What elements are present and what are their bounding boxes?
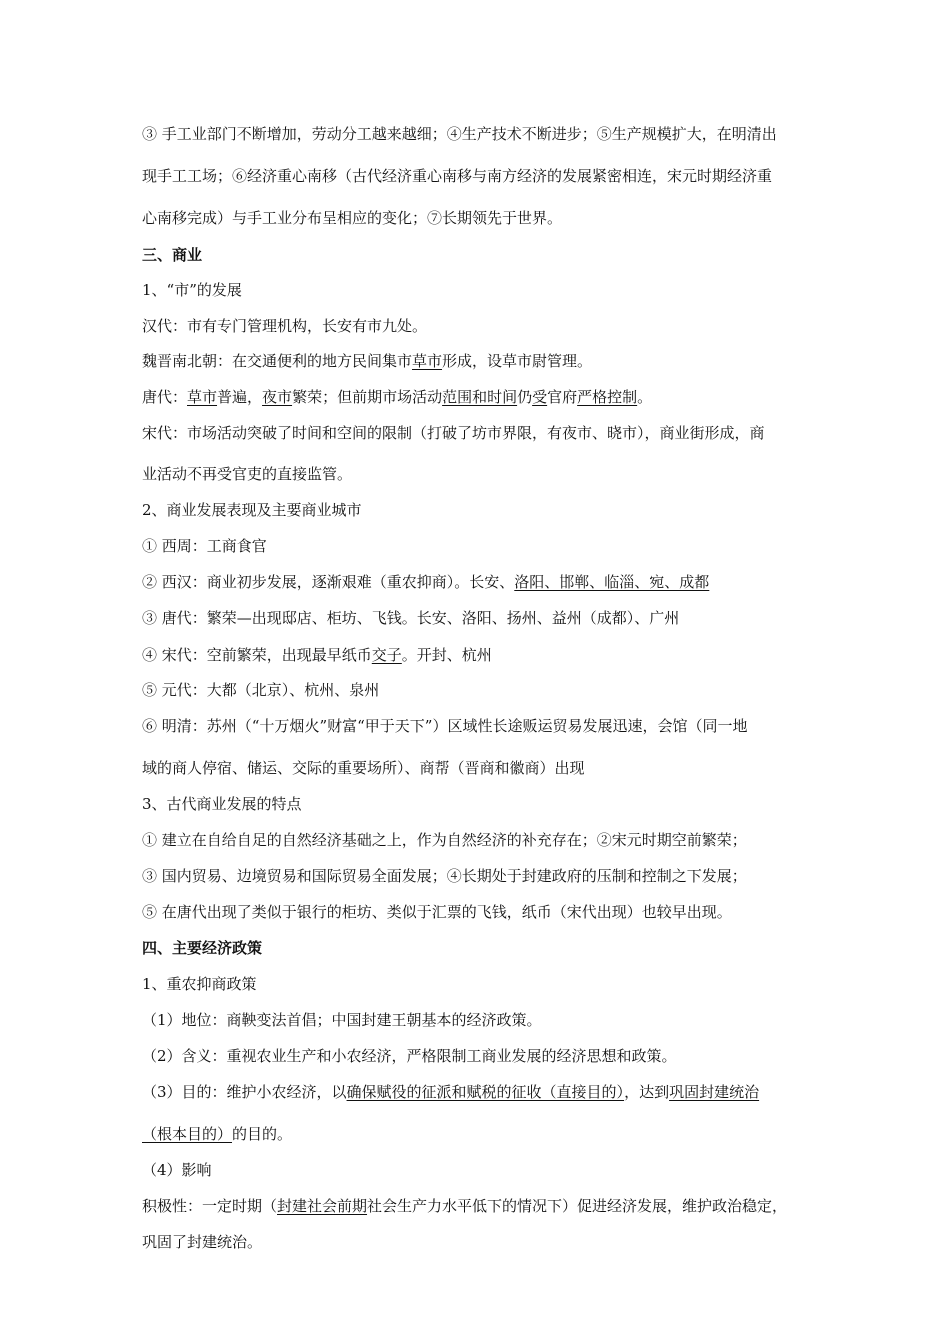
text-segment: 的目的。 [232,1125,293,1143]
underlined-text: （根本目的） [142,1125,233,1143]
text-line [142,1196,787,1216]
text-segment: ④ 宋代：空前繁荣，出现最早纸币 [142,646,372,664]
text-segment: 现手工工场；⑥经济重心南移（古代经济重心南移与南方经济的发展紧密相连，宋元时期经济重 [142,167,773,185]
text-segment: （2）含义：重视农业生产和小农经济，严格限制工商业发展的经济思想和政策。 [142,1047,677,1065]
text-segment: （4）影响 [142,1161,212,1179]
text-line [142,974,257,994]
text-line [142,608,679,628]
text-segment: 汉代：市有专门管理机构，长安有市九处。 [142,317,428,335]
text-segment: 。开封、杭州 [401,646,492,664]
underlined-text: 确保赋役的征派和赋税的征收（直接目的） [346,1083,625,1101]
underlined-text: 封建社会前期 [277,1197,368,1215]
text-line [142,423,765,443]
text-segment: 仍 [517,388,533,406]
text-segment: 积极性：一定时期（ [142,1197,278,1215]
underlined-text: 受 [532,388,548,406]
text-line [142,1010,542,1030]
text-line [142,1046,677,1066]
text-segment: 业活动不再受官吏的直接监管。 [142,465,353,483]
text-line [142,536,267,556]
text-segment: ③ 唐代：繁荣—出现邸店、柜坊、飞钱。长安、洛阳、扬州、益州（成都）、广州 [142,609,680,627]
text-segment: ② 西汉：商业初步发展，逐渐艰难（重农抑商）。长安、 [142,573,515,591]
text-segment: （1）地位：商鞅变法首倡；中国封建王朝基本的经济政策。 [142,1011,542,1029]
text-segment: ③ 国内贸易、边境贸易和国际贸易全面发展；④长期处于封建政府的压制和控制之下发展； [142,867,747,885]
text-line [142,166,772,186]
text-line [142,500,362,520]
text-line [142,124,777,144]
underlined-text: 范围和时间 [442,388,518,406]
text-segment: 3、古代商业发展的特点 [142,795,302,813]
text-line [142,572,709,592]
text-segment: 唐代： [142,388,188,406]
text-line [142,902,732,922]
text-segment: 官府 [547,388,578,406]
text-segment: 2、商业发展表现及主要商业城市 [142,501,362,519]
text-line [142,1232,262,1252]
text-segment: ⑤ 在唐代出现了类似于银行的柜坊、类似于汇票的飞钱，纸币（宋代出现）也较早出现。 [142,903,732,921]
text-segment: ⑥ 明清：苏州（“十万烟火”财富“甲于天下”）区域性长途贩运贸易发展迅速，会馆（同一地 [142,717,748,735]
underlined-text: 巩固封建统治 [669,1083,760,1101]
section-heading: 三、商业 [142,246,203,264]
section-heading: 四、主要经济政策 [142,939,263,957]
text-line [142,645,492,665]
text-segment: ① 西周：工商食官 [142,537,267,555]
text-line [142,1124,292,1144]
text-line [142,245,202,265]
underlined-text: 草市 [187,388,218,406]
text-segment: 1、“市”的发展 [142,281,242,299]
text-line [142,387,652,407]
text-line [142,758,585,778]
text-segment: 。 [637,388,653,406]
text-line [142,830,747,850]
text-segment: ③ 手工业部门不断增加，劳动分工越来越细；④生产技术不断进步；⑤生产规模扩大，在明清出 [142,125,777,143]
underlined-text: 洛阳、邯郸、临淄、宛、成都 [514,573,710,591]
text-segment: 繁荣；但前期市场活动 [292,388,443,406]
text-segment: ① 建立在自给自足的自然经济基础之上，作为自然经济的补充存在；②宋元时期空前繁荣； [142,831,747,849]
text-line [142,938,262,958]
text-segment: （3）目的：维护小农经济，以 [142,1083,347,1101]
text-line [142,280,242,300]
text-line [142,1160,212,1180]
text-line [142,680,379,700]
text-segment: 巩固了封建统治。 [142,1233,263,1251]
text-segment: 形成，设草市尉管理。 [442,352,593,370]
text-segment: 1、重农抑商政策 [142,975,257,993]
text-segment: 魏晋南北朝：在交通便利的地方民间集市 [142,352,413,370]
text-segment: 宋代：市场活动突破了时间和空间的限制（打破了坊市界限，有夜市、晓市），商业街形成，商 [142,424,765,442]
text-segment: 普遍， [217,388,263,406]
text-segment: ⑤ 元代：大都（北京）、杭州、泉州 [142,681,380,699]
underlined-text: 严格控制 [577,388,638,406]
underlined-text: 交子 [371,646,402,664]
text-line [142,716,747,736]
text-line [142,351,592,371]
underlined-text: 草市 [412,352,443,370]
text-segment: 社会生产力水平低下的情况下）促进经济发展，维护政治稳定， [367,1197,788,1215]
text-line [142,208,562,228]
text-segment: 心南移完成）与手工业分布呈相应的变化；⑦长期领先于世界。 [142,209,563,227]
text-line [142,316,427,336]
text-segment: 域的商人停宿、储运、交际的重要场所）、商帮（晋商和徽商）出现 [142,759,585,777]
text-line [142,866,747,886]
text-line [142,794,302,814]
text-line [142,464,352,484]
text-segment: ，达到 [624,1083,670,1101]
text-line [142,1082,759,1102]
underlined-text: 夜市 [262,388,293,406]
